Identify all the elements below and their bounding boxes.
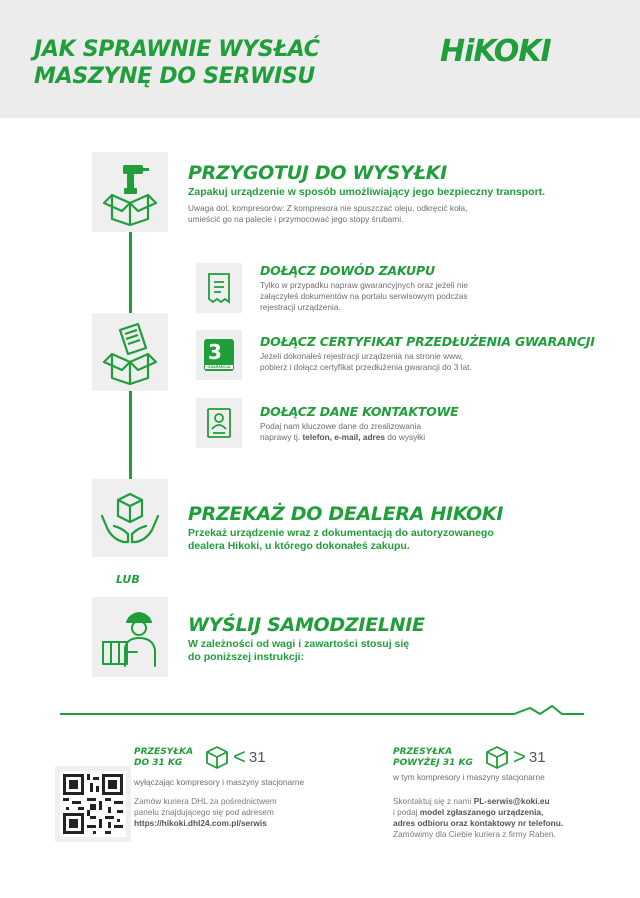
step-dealer-heading: PRZEKAŻ DO DEALERA HIKOKI: [188, 503, 504, 525]
shipping-under-31-title: PRZESYŁKA DO 31 KG: [134, 747, 194, 768]
qr-code-icon: [60, 771, 126, 837]
warranty-badge: 3 GWARANCJA: [204, 339, 234, 371]
divider-line: [0, 700, 640, 724]
less-than-symbol: <: [233, 744, 246, 769]
step-certificate-text: Jeżeli dokonałeś rejestracji urządzenia na stronie www, pobierz i dołącz certyfikat przedłużenia gwarancji do 3 lat.: [260, 351, 472, 372]
weight-number: 31: [528, 748, 546, 766]
step-prepare-note: Uwaga dot. kompresorów: Z kompresora nie spuszczać oleju, odkręcić koła, umieścić go na palecie i przymocować jego stopy śrubami.: [188, 203, 468, 224]
shipping-over-31-scope: w tym kompresory i maszyny stacjonarne: [393, 772, 545, 782]
step-self-heading: WYŚLIJ SAMODZIELNIE: [188, 614, 425, 636]
shipping-under-31-description: Zamów kuriera DHL za pośrednictwem panelu znajdującego się pod adresem https://hikoki.dhl24.com.pl/serwis: [134, 796, 334, 829]
page-title: [34, 36, 394, 90]
timeline-line: [129, 230, 132, 315]
shipping-over-31-description: Skontaktuj się z nami PL-serwis@koki.eu i podaj model zgłaszanego urządzenia, adres odbioru oraz kontaktowy nr telefonu. Zamówimy dla Ciebie kuriera z firmy Raben.: [393, 796, 564, 839]
title-line-1: JAK SPRAWNIE WYSŁAĆ: [34, 37, 320, 62]
receipt-icon: [196, 263, 242, 313]
drill-box-icon: [92, 152, 168, 232]
contact-card-icon: [196, 398, 242, 448]
package-icon: [204, 744, 230, 770]
hikoki-logo: HiKOKI: [440, 34, 551, 69]
service-email[interactable]: PL-serwis@koki.eu: [473, 796, 550, 806]
step-receipt-text: Tylko w przypadku napraw gwarancyjnych oraz jeżeli nie załączyłeś dokumentów na portalu serwisowym podczas rejestracji urządzenia.: [260, 280, 468, 312]
step-contact-heading: DOŁĄCZ DANE KONTAKTOWE: [260, 404, 459, 419]
step-certificate-heading: DOŁĄCZ CERTYFIKAT PRZEDŁUŻENIA GWARANCJI: [260, 334, 595, 349]
shipping-under-31-scope: wyłączając kompresory i maszyny stacjonarne: [134, 777, 305, 787]
package-icon: [484, 744, 510, 770]
hands-box-icon: [92, 479, 168, 557]
title-line-2: MASZYNĘ DO SERWISU: [34, 64, 315, 89]
courier-icon: [92, 597, 168, 677]
document-box-icon: [92, 313, 168, 391]
warranty-3-icon: [196, 330, 242, 380]
or-label: LUB: [116, 573, 140, 586]
step-contact-text: Podaj nam kluczowe dane do zrealizowania naprawy tj. telefon, e-mail, adres do wysyłki: [260, 421, 426, 442]
timeline-line: [129, 388, 132, 481]
greater-than-symbol: >: [513, 744, 526, 769]
step-dealer-text: Przekaż urządzenie wraz z dokumentacją do autoryzowanego dealera Hikoki, u którego dokonałeś zakupu.: [188, 527, 494, 552]
step-receipt-heading: DOŁĄCZ DOWÓD ZAKUPU: [260, 263, 435, 278]
step-prepare-heading: PRZYGOTUJ DO WYSYŁKI: [188, 162, 447, 184]
weight-over-31: [484, 744, 546, 770]
step-self-text: W zależności od wagi i zawartości stosuj się do poniższej instrukcji:: [188, 638, 410, 663]
shipping-over-31-title: PRZESYŁKA POWYŻEJ 31 KG: [393, 747, 473, 768]
dhl-link[interactable]: https://hikoki.dhl24.com.pl/serwis: [134, 818, 267, 828]
weight-under-31: [204, 744, 266, 770]
weight-number: 31: [248, 748, 266, 766]
step-prepare-subtitle: Zapakuj urządzenie w sposób umożliwiający jego bezpieczny transport.: [188, 186, 546, 198]
